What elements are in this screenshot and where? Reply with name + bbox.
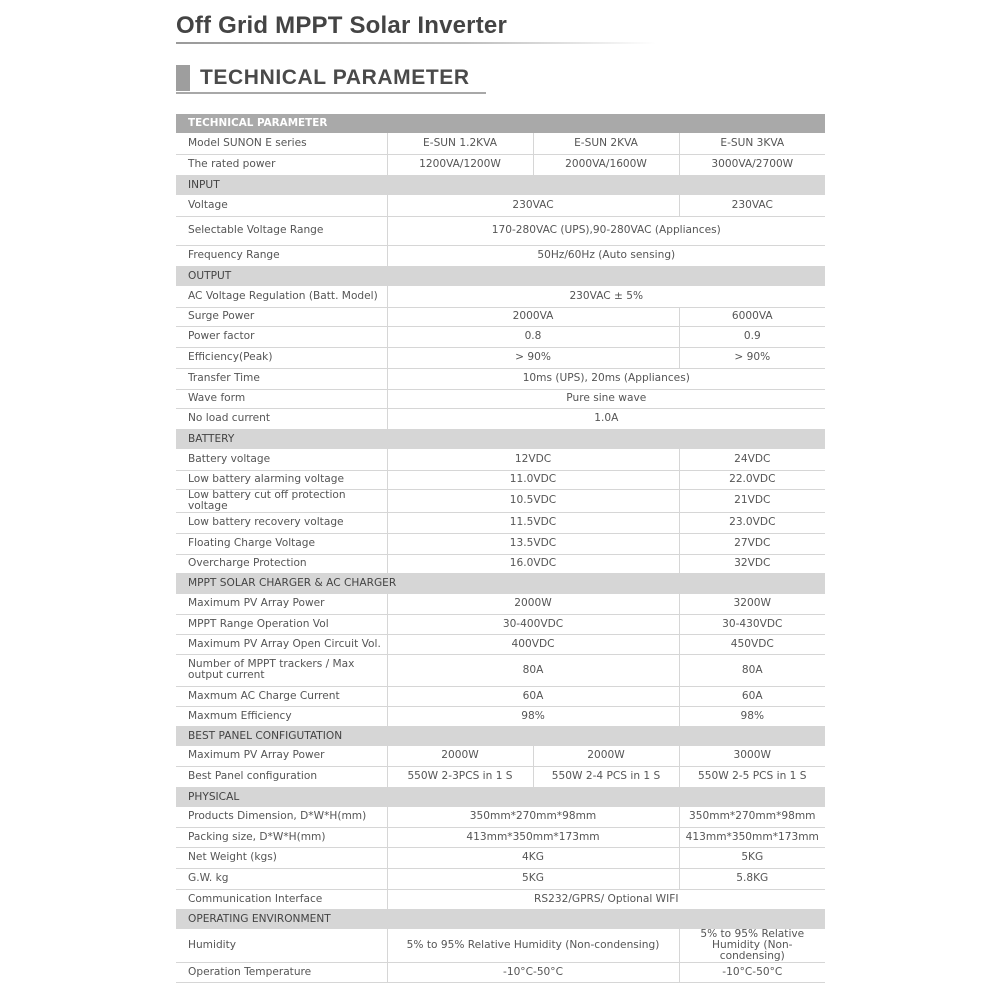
value-cell: 2000VA <box>387 307 679 326</box>
value-cell: 350mm*270mm*98mm <box>679 807 825 827</box>
param-label: AC Voltage Regulation (Batt. Model) <box>176 286 387 307</box>
title-underline <box>176 42 656 44</box>
value-cell: 550W 2-5 PCS in 1 S <box>679 766 825 787</box>
value-cell: 2000W <box>387 746 533 766</box>
value-cell: 413mm*350mm*173mm <box>387 827 679 847</box>
section-row <box>176 787 825 807</box>
value-cell: -10°C-50°C <box>679 963 825 983</box>
value-cell: 11.0VDC <box>387 470 679 489</box>
param-label: Floating Charge Voltage <box>176 533 387 554</box>
spec-table-body <box>176 114 825 983</box>
param-label: Frequency Range <box>176 245 387 266</box>
table-row <box>176 470 825 489</box>
param-label: Maximum PV Array Power <box>176 594 387 614</box>
param-label: Packing size, D*W*H(mm) <box>176 827 387 847</box>
table-row <box>176 326 825 347</box>
value-cell: 1200VA/1200W <box>387 154 533 175</box>
table-row <box>176 133 825 154</box>
value-cell: 3200W <box>679 594 825 614</box>
value-cell: 230VAC <box>679 195 825 216</box>
param-label: Products Dimension, D*W*H(mm) <box>176 807 387 827</box>
value-cell: 2000W <box>533 746 679 766</box>
value-cell: 21VDC <box>679 489 825 512</box>
table-row <box>176 634 825 654</box>
param-label: Battery voltage <box>176 449 387 470</box>
value-cell: 230VAC ± 5% <box>387 286 825 307</box>
section-marker <box>176 65 190 91</box>
param-label: Maximum PV Array Power <box>176 746 387 766</box>
table-row <box>176 686 825 706</box>
section-label: BEST PANEL CONFIGUTATION <box>176 726 825 746</box>
table-row <box>176 347 825 368</box>
section-row <box>176 429 825 449</box>
value-cell: 550W 2-4 PCS in 1 S <box>533 766 679 787</box>
value-cell: E-SUN 2KVA <box>533 133 679 154</box>
value-cell: 98% <box>387 706 679 726</box>
page-title: Off Grid MPPT Solar Inverter <box>176 12 507 39</box>
value-cell: 450VDC <box>679 634 825 654</box>
value-cell: 11.5VDC <box>387 512 679 533</box>
value-cell: 1.0A <box>387 408 825 429</box>
value-cell: 4KG <box>387 847 679 868</box>
value-cell: 32VDC <box>679 554 825 573</box>
table-row <box>176 766 825 787</box>
param-label: The rated power <box>176 154 387 175</box>
param-label: G.W. kg <box>176 868 387 889</box>
param-label: Maxmum AC Charge Current <box>176 686 387 706</box>
table-row <box>176 408 825 429</box>
value-cell: RS232/GPRS/ Optional WIFI <box>387 889 825 909</box>
param-label: Transfer Time <box>176 368 387 389</box>
section-heading <box>176 64 470 92</box>
value-cell: 550W 2-3PCS in 1 S <box>387 766 533 787</box>
table-row <box>176 889 825 909</box>
param-label: Selectable Voltage Range <box>176 216 387 245</box>
param-label: Number of MPPT trackers / Max output current <box>176 654 387 686</box>
table-row <box>176 245 825 266</box>
section-heading-text: TECHNICAL PARAMETER <box>200 66 470 89</box>
param-label: Low battery cut off protection voltage <box>176 489 387 512</box>
value-cell: 2000W <box>387 594 679 614</box>
value-cell: 22.0VDC <box>679 470 825 489</box>
value-cell: 350mm*270mm*98mm <box>387 807 679 827</box>
value-cell: 230VAC <box>387 195 679 216</box>
section-row <box>176 909 825 929</box>
param-label: MPPT Range Operation Vol <box>176 614 387 634</box>
param-label: Model SUNON E series <box>176 133 387 154</box>
table-row <box>176 746 825 766</box>
param-label: Power factor <box>176 326 387 347</box>
param-label: No load current <box>176 408 387 429</box>
value-cell: > 90% <box>387 347 679 368</box>
section-row <box>176 726 825 746</box>
table-row <box>176 827 825 847</box>
section-row <box>176 114 825 133</box>
section-label: TECHNICAL PARAMETER <box>176 114 825 133</box>
value-cell: 400VDC <box>387 634 679 654</box>
section-label: BATTERY <box>176 429 825 449</box>
table-row <box>176 554 825 573</box>
value-cell: -10°C-50°C <box>387 963 679 983</box>
value-cell: 0.9 <box>679 326 825 347</box>
value-cell: 5KG <box>387 868 679 889</box>
value-cell: 60A <box>679 686 825 706</box>
section-label: OPERATING ENVIRONMENT <box>176 909 825 929</box>
value-cell: 0.8 <box>387 326 679 347</box>
value-cell: 80A <box>387 654 679 686</box>
param-label: Wave form <box>176 389 387 408</box>
value-cell: 413mm*350mm*173mm <box>679 827 825 847</box>
value-cell: 12VDC <box>387 449 679 470</box>
table-row <box>176 368 825 389</box>
param-label: Efficiency(Peak) <box>176 347 387 368</box>
param-label: Voltage <box>176 195 387 216</box>
section-label: INPUT <box>176 175 825 195</box>
value-cell: 23.0VDC <box>679 512 825 533</box>
value-cell: 3000VA/2700W <box>679 154 825 175</box>
table-row <box>176 286 825 307</box>
value-cell: 5% to 95% Relative Humidity (Non-condensing) <box>387 929 679 963</box>
param-label: Best Panel configuration <box>176 766 387 787</box>
table-row <box>176 512 825 533</box>
table-row <box>176 154 825 175</box>
value-cell: 24VDC <box>679 449 825 470</box>
table-row <box>176 216 825 245</box>
value-cell: 30-400VDC <box>387 614 679 634</box>
value-cell: E-SUN 3KVA <box>679 133 825 154</box>
section-label: PHYSICAL <box>176 787 825 807</box>
param-label: Maxmum Efficiency <box>176 706 387 726</box>
value-cell: 50Hz/60Hz (Auto sensing) <box>387 245 825 266</box>
section-row <box>176 266 825 286</box>
value-cell: 5.8KG <box>679 868 825 889</box>
param-label: Overcharge Protection <box>176 554 387 573</box>
value-cell: 80A <box>679 654 825 686</box>
table-row <box>176 868 825 889</box>
value-cell: Pure sine wave <box>387 389 825 408</box>
value-cell: 16.0VDC <box>387 554 679 573</box>
param-label: Maximum PV Array Open Circuit Vol. <box>176 634 387 654</box>
table-row <box>176 847 825 868</box>
table-row <box>176 307 825 326</box>
value-cell: 98% <box>679 706 825 726</box>
table-row <box>176 963 825 983</box>
value-cell: 5KG <box>679 847 825 868</box>
value-cell: 60A <box>387 686 679 706</box>
table-row <box>176 807 825 827</box>
value-cell: > 90% <box>679 347 825 368</box>
table-row <box>176 195 825 216</box>
table-row <box>176 449 825 470</box>
table-row <box>176 489 825 512</box>
section-underline <box>176 92 486 94</box>
table-row <box>176 706 825 726</box>
value-cell: 170-280VAC (UPS),90-280VAC (Appliances) <box>387 216 825 245</box>
table-row <box>176 654 825 686</box>
value-cell: 13.5VDC <box>387 533 679 554</box>
section-row <box>176 573 825 594</box>
value-cell: 30-430VDC <box>679 614 825 634</box>
value-cell: 10ms (UPS), 20ms (Appliances) <box>387 368 825 389</box>
value-cell: 27VDC <box>679 533 825 554</box>
value-cell: 3000W <box>679 746 825 766</box>
spec-table <box>176 114 825 983</box>
value-cell: 6000VA <box>679 307 825 326</box>
param-label: Operation Temperature <box>176 963 387 983</box>
value-cell: E-SUN 1.2KVA <box>387 133 533 154</box>
value-cell: 10.5VDC <box>387 489 679 512</box>
section-label: OUTPUT <box>176 266 825 286</box>
param-label: Communication Interface <box>176 889 387 909</box>
section-row <box>176 175 825 195</box>
value-cell: 5% to 95% Relative Humidity (Non-condensing) <box>679 929 825 963</box>
table-row <box>176 929 825 963</box>
table-row <box>176 614 825 634</box>
table-row <box>176 389 825 408</box>
table-row <box>176 594 825 614</box>
table-row <box>176 533 825 554</box>
param-label: Low battery alarming voltage <box>176 470 387 489</box>
param-label: Low battery recovery voltage <box>176 512 387 533</box>
value-cell: 2000VA/1600W <box>533 154 679 175</box>
param-label: Net Weight (kgs) <box>176 847 387 868</box>
param-label: Surge Power <box>176 307 387 326</box>
section-label: MPPT SOLAR CHARGER & AC CHARGER <box>176 573 825 594</box>
param-label: Humidity <box>176 929 387 963</box>
